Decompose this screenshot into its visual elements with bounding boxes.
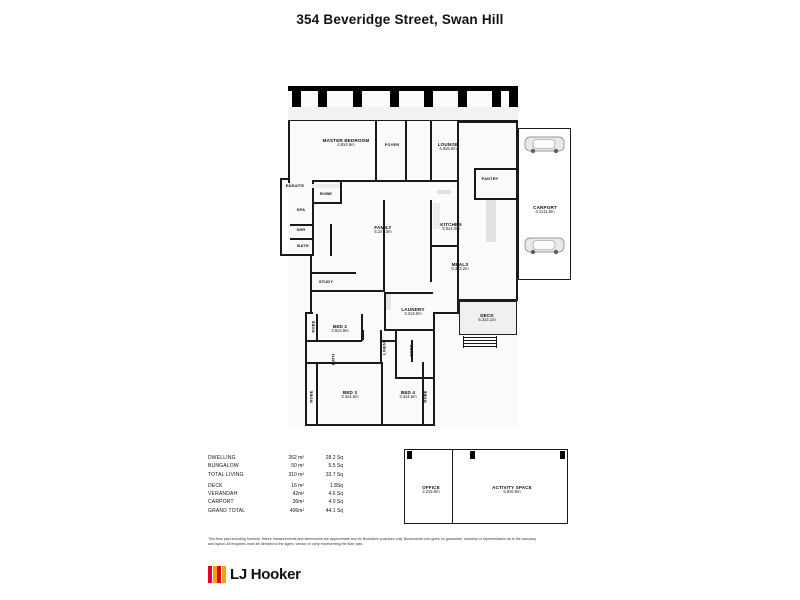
room-label: STUDY [318,279,334,285]
legend-label: TOTAL LIVING [208,471,244,478]
room-robe [314,190,338,199]
wall-laundry-bottom [384,329,434,331]
room-linen [381,337,390,361]
room-dimension: 3.2x3.0m [404,311,422,317]
room-label: ROBE [310,320,316,333]
legend-row [208,472,343,480]
room-meals [440,258,480,276]
room-dimension: 4.9x5.0m [439,146,457,152]
wall-bath-right [330,224,332,256]
room-label: SHR [296,227,306,233]
legend-squares: 1.8Sq [329,482,343,489]
car-icon [524,133,565,155]
wall-study-top [310,272,356,274]
legend-row [208,483,343,491]
legend-row [208,455,343,463]
room-label: FOYER [384,141,400,147]
verandah-pier [390,91,399,107]
legend-metric: 42m² [292,491,304,497]
deck-step [463,340,497,341]
room-label: KITCHEN [440,221,462,227]
legend-squares: 33.7 Sq [325,471,343,478]
legend-row [208,491,343,499]
wall-right-top [457,121,518,123]
wall-robe-bottom [312,202,342,204]
legend-metric: 16 m² [291,482,304,489]
wall-pantry-top [474,168,518,170]
room-dimension: 4.8x3.9m [337,142,355,148]
legend-squares: 5.5 Sq [328,463,343,470]
wall-shr-bottom [290,238,314,240]
wall-bottom [305,424,435,426]
room-robe-bed2 [310,313,319,341]
room-shr [291,226,311,235]
wall-right-mid [433,312,459,314]
room-label: OFFICE [422,484,440,490]
legend-label: DECK [208,482,223,489]
legend-squares: 28.2 Sq [325,455,343,461]
wall-bath2-left [395,330,397,378]
robe-shelf [312,184,340,188]
room-label: BED 4 [400,389,416,395]
room-robe-bed3 [308,383,317,411]
room-study [312,278,340,287]
room-label: ENSUITE [285,183,305,189]
room-bath-2 [330,348,339,372]
verandah-pier [292,91,301,107]
wall-family-bottom [312,290,384,292]
room-foyer [378,140,406,150]
verandah-pier [318,91,327,107]
room-dimension: 3.3x4.5m [399,394,417,400]
room-family [360,221,406,239]
room-dimension: 3.1x11.8m [535,209,555,215]
wall-office-right [452,449,453,524]
legend-metric: 406m² [289,507,304,514]
wall-foyer-bottom [376,180,458,182]
room-robe-hall [408,339,417,363]
legend-label: BUNGALOW [208,463,239,470]
legend-row [208,499,343,507]
kitchen-bench [486,200,496,242]
room-spa [291,206,311,215]
wall-bed34-split [381,362,383,424]
room-label: LINEN [381,342,387,355]
area-legend [208,455,343,516]
wall-bath2-bottom [395,377,433,379]
room-master-bedroom [316,134,376,152]
room-label: SPA [296,207,306,213]
room-pantry [476,175,504,184]
legend-squares: 4.6 Sq [328,491,343,497]
room-label: CARPORT [533,204,557,210]
room-kitchen [431,218,471,236]
legend-row [208,463,343,471]
room-label: ROBE [408,344,414,357]
deck-step-side [463,336,464,348]
lj-hooker-mark-icon [208,566,225,583]
bungalow-pier [560,451,565,459]
wall-laundry-top [384,292,433,294]
lj-hooker-logo [208,566,301,583]
room-label: ACTIVITY SPACE [492,484,532,490]
room-label: BED 2 [332,323,348,329]
wall-kitchen-bottom [430,245,458,247]
room-dimension: 5.2x7.0m [374,229,392,235]
verandah-floor [288,107,518,121]
deck-step [463,337,497,338]
room-label: LOUNGE [437,141,459,147]
legend-squares: 44.1 Sq [325,507,343,514]
room-bed-3 [330,386,370,404]
bungalow-verandah-edge [404,449,568,450]
room-activity-space [466,481,558,499]
room-lounge [428,138,468,156]
wall-family-right [383,200,385,292]
wall-master-bottom [312,180,376,182]
room-label: FAMILY [374,224,392,230]
room-label: ROBE [319,191,333,197]
room-label: BATH [297,243,309,249]
room-label: ROBE [422,390,428,403]
room-carport [524,201,566,219]
room-dimension: 3.9x3.9m [331,328,349,334]
room-label: DECK [480,312,494,318]
bungalow-pier [470,451,475,459]
deck-step [463,346,497,347]
page-title: 354 Beveridge Street, Swan Hill [296,12,504,27]
room-label: PANTRY [481,176,499,182]
legend-label: GRAND TOTAL [208,507,246,514]
wall-pantry-bottom [474,198,518,200]
wall-ensuite-top [280,178,290,180]
legend-row-total [208,508,343,516]
legend-metric: 36m² [292,499,304,506]
legend-label: VERANDAH [208,491,238,497]
laundry-bench [386,294,391,310]
room-label: BED 3 [342,389,358,395]
room-dimension: 5.9x5.9m [503,489,521,495]
verandah-pier [509,91,518,107]
room-dimension: 3.3x4.5m [341,394,359,400]
legend-label: CARPORT [208,499,234,506]
room-dimension: 2.2x5.9m [422,489,440,495]
wall-meals-left [430,246,432,282]
legend-squares: 4.0 Sq [328,499,343,506]
wall-hall-left [362,330,364,340]
car-icon [524,234,565,256]
lounge-fireplace [437,190,451,194]
disclaimer-text: This floor plan including furniture, fixture measurements and dimensions are approximate and for illustrative purposes only. Boxbrownie.com gives no guarantee, warranty or representation as to the accuracy and layout. All enquiries must be directed to the agent, vendor or party representing the floor plan. [208,537,537,547]
verandah-pier [353,91,362,107]
room-ensuite [280,182,310,191]
bungalow-pier [407,451,412,459]
legend-metric: 310 m² [288,471,304,478]
room-dimension: 5.3x3.2m [451,266,469,272]
wall-ensuite-bottom [280,254,312,256]
room-dimension: 5.3x3.1m [478,317,496,323]
room-robe-bed4 [422,383,431,411]
room-dimension: 5.0x4.0m [442,226,460,232]
room-office [412,481,450,499]
brand-name: LJ Hooker [230,566,301,583]
wall-pantry-left [474,168,476,200]
verandah-pier [492,91,501,107]
legend-metric: 262 m² [288,455,304,461]
room-label: LAUNDRY [401,306,425,312]
legend-metric: 50 m² [291,463,304,470]
wall-left-upper [288,121,290,183]
wall-foyer-right [405,121,407,181]
room-bath [291,242,315,251]
legend-label: DWELLING [208,455,236,461]
room-label: MEALS [451,261,469,267]
room-deck [462,309,512,327]
room-label: BATH [330,353,336,366]
deck-step [463,343,497,344]
room-laundry [394,303,432,321]
room-label: ROBE [308,390,314,403]
verandah-pier [458,91,467,107]
verandah-pier [424,91,433,107]
wall-robe-right [340,182,342,203]
room-bed-2 [320,320,360,338]
room-label: MASTER BEDROOM [322,137,370,143]
deck-step-side [496,336,497,348]
